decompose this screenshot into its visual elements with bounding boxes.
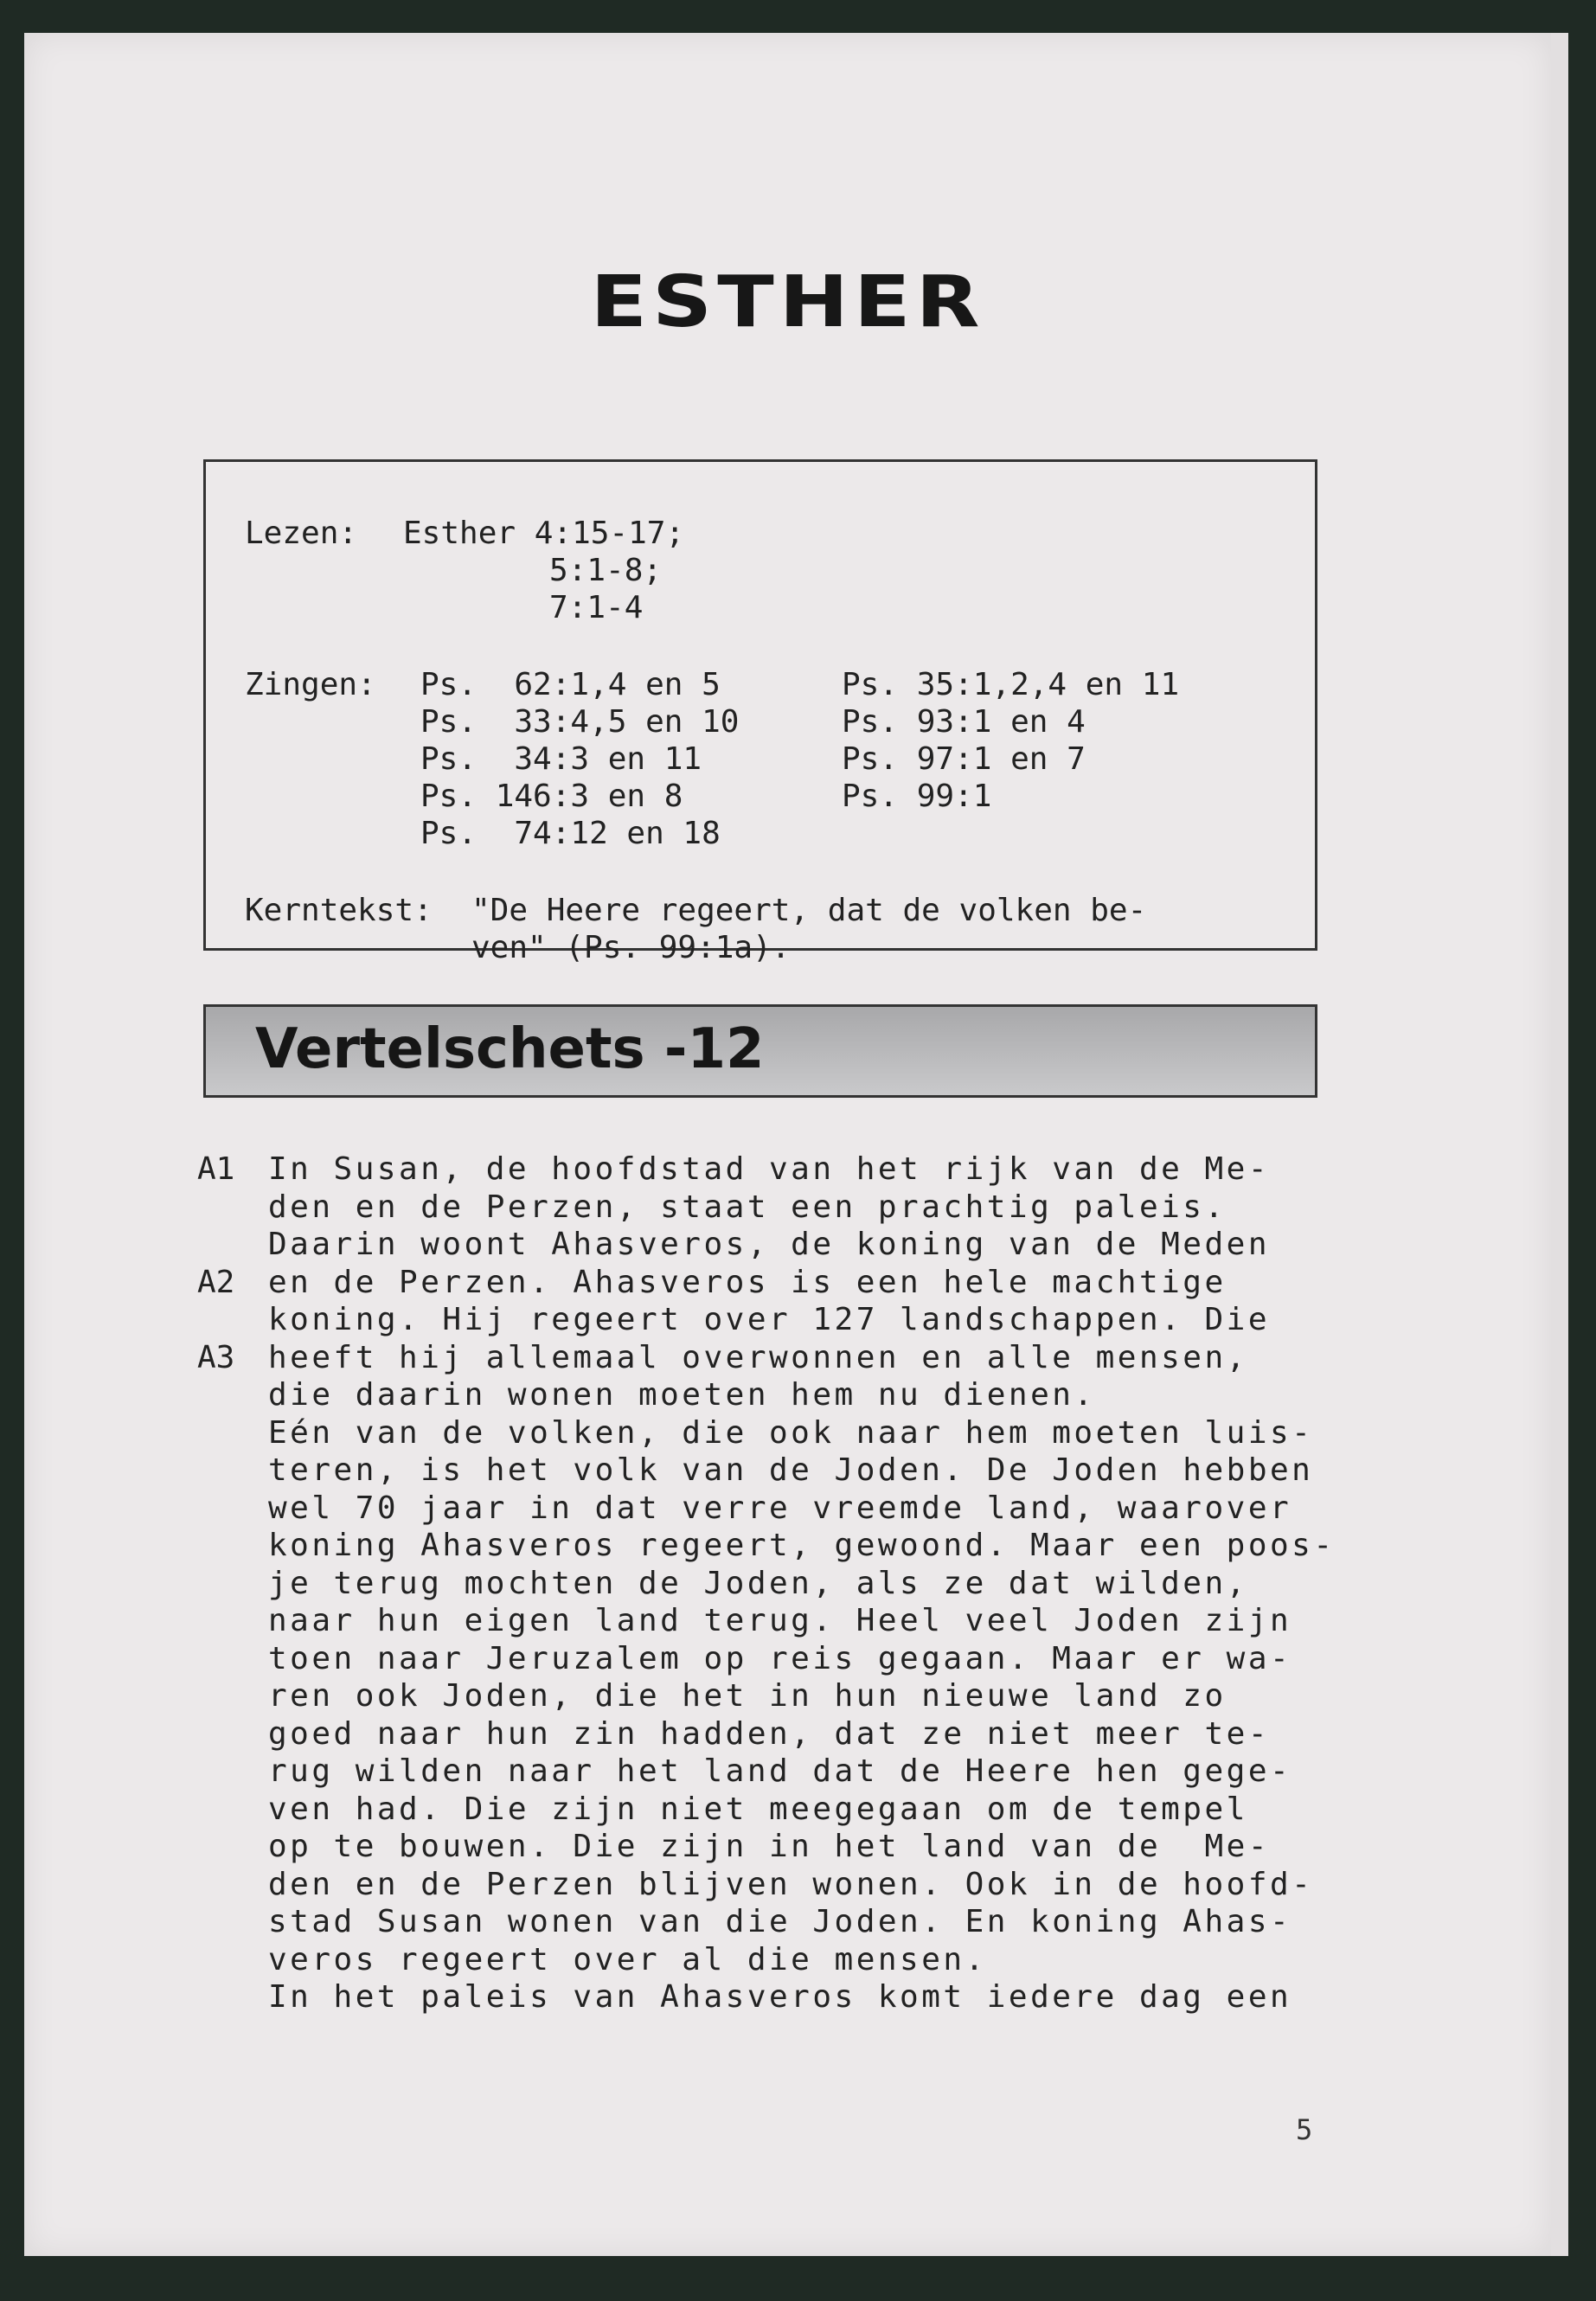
kerntekst-line-1: "De Heere regeert, dat de volken be- (471, 893, 1147, 928)
reading-info-box (203, 459, 1317, 965)
story-line: wel 70 jaar in dat verre vreemde land, waarover (268, 1490, 1292, 1526)
story-line: teren, is het volk van de Joden. De Joden hebben (268, 1452, 1314, 1488)
story-line: Eén van de volken, die ook naar hem moeten luis- (268, 1414, 1314, 1451)
section-banner (203, 1004, 1317, 1098)
page (24, 33, 1551, 2256)
kerntekst-line-2: ven" (Ps. 99:1a). (471, 930, 791, 965)
zingen-right-1: Ps. 35:1,2,4 en 11 (842, 667, 1180, 702)
zingen-label: Zingen: (245, 667, 376, 702)
story-line: goed naar hun zin hadden, dat ze niet meer te- (268, 1715, 1270, 1752)
story-line: stad Susan wonen van die Joden. En koning Ahas- (268, 1904, 1292, 1939)
zingen-right-4: Ps. 99:1 (842, 779, 992, 814)
page-edge (1551, 33, 1568, 2256)
zingen-left-1: Ps. 62:1,4 en 5 (420, 667, 721, 702)
story-line: koning. Hij regeert over 127 landschappen. Die (268, 1302, 1270, 1337)
page-title: ESTHER (590, 260, 985, 343)
story-line: den en de Perzen, staat een prachtig paleis. (268, 1189, 1227, 1225)
story-line: In Susan, de hoofdstad van het rijk van de Me- (268, 1151, 1270, 1187)
zingen-left-2: Ps. 33:4,5 en 10 (420, 704, 740, 740)
marker-a3: A3 (197, 1340, 235, 1375)
zingen-left-5: Ps. 74:12 en 18 (420, 816, 721, 851)
story-line: rug wilden naar het land dat de Heere hen gege- (268, 1753, 1292, 1789)
story-line: toen naar Jeruzalem op reis gegaan. Maar er wa- (268, 1640, 1292, 1676)
page-number: 5 (1296, 2113, 1313, 2146)
story-line: In het paleis van Ahasveros komt iedere dag een (268, 1979, 1292, 2015)
lezen-line-2: 5:1-8; (549, 553, 663, 588)
story-line: die daarin wonen moeten hem nu dienen. (268, 1377, 1096, 1413)
marker-a2: A2 (197, 1265, 235, 1300)
story-line: den en de Perzen blijven wonen. Ook in de hoofd- (268, 1866, 1314, 1902)
lezen-label: Lezen: (245, 516, 358, 551)
kerntekst-label: Kerntekst: (245, 893, 433, 928)
zingen-right-3: Ps. 97:1 en 7 (842, 741, 1086, 777)
lezen-line-3: 7:1-4 (549, 590, 644, 625)
story-line: ven had. Die zijn niet meegegaan om de tempel (268, 1791, 1248, 1827)
lezen-line-1: Esther 4:15-17; (403, 516, 685, 551)
story-line: naar hun eigen land terug. Heel veel Joden zijn (268, 1603, 1292, 1638)
marker-a1: A1 (197, 1151, 235, 1187)
story-line: ren ook Joden, die het in hun nieuwe land zo (268, 1678, 1227, 1714)
zingen-left-4: Ps. 146:3 en 8 (420, 779, 683, 814)
story-line: veros regeert over al die mensen. (268, 1941, 987, 1977)
story-line: heeft hij allemaal overwonnen en alle mensen, (268, 1339, 1248, 1375)
section-heading: Vertelschets -12 (255, 1017, 765, 1081)
story-line: Daarin woont Ahasveros, de koning van de Meden (268, 1227, 1270, 1262)
zingen-right-2: Ps. 93:1 en 4 (842, 704, 1086, 740)
story-line: koning Ahasveros regeert, gewoond. Maar een poos- (268, 1528, 1336, 1563)
story-line: en de Perzen. Ahasveros is een hele machtige (268, 1264, 1227, 1300)
story-line: je terug mochten de Joden, als ze dat wilden, (268, 1565, 1248, 1601)
story-line: op te bouwen. Die zijn in het land van de Me- (268, 1829, 1270, 1864)
zingen-left-3: Ps. 34:3 en 11 (420, 741, 702, 777)
